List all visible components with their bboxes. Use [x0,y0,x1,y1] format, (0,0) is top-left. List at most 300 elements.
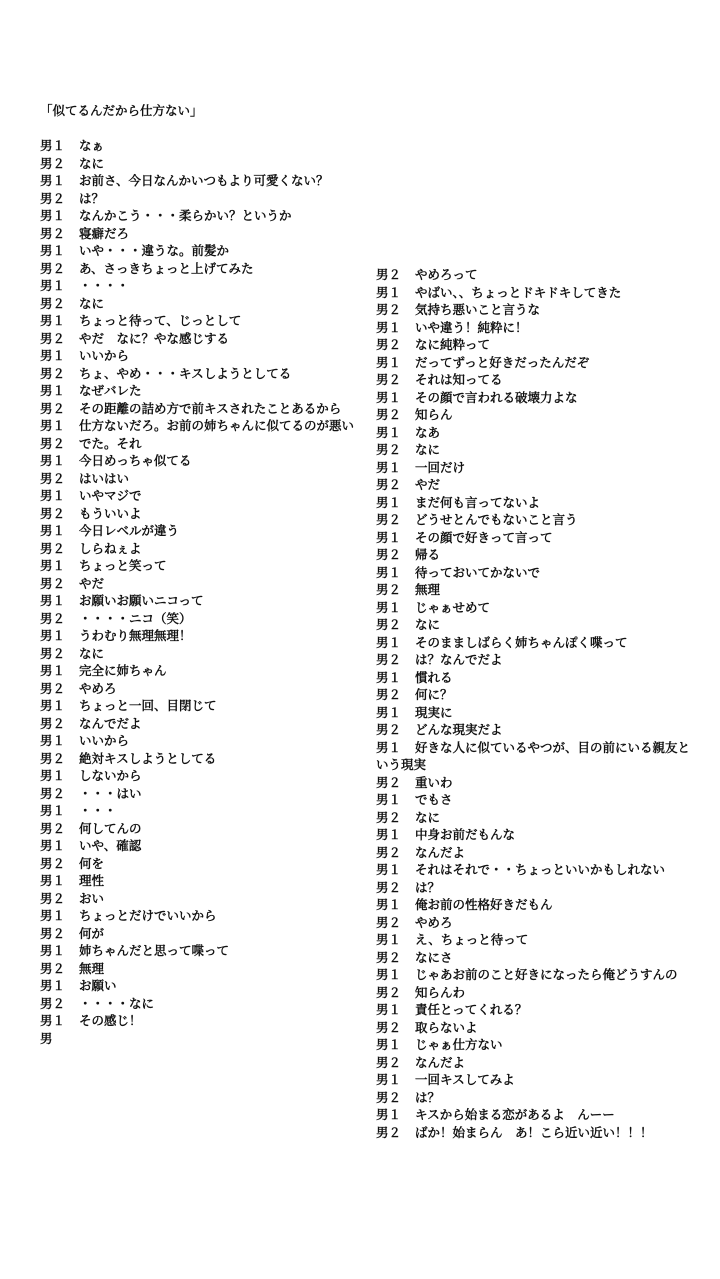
line-text: しらねぇよ [79,540,142,556]
speaker-label: 男１ [40,768,66,783]
speaker-label: 男１ [376,529,402,545]
dialogue-line [40,452,362,470]
speaker-label: 男２ [40,575,66,591]
speaker-label: 男１ [40,908,66,923]
dialogue-line [376,511,716,529]
dialogue-line [40,942,362,960]
speaker-label: 男２ [376,949,402,965]
line-text: は？なんでだよ [415,652,503,667]
speaker-label: 男１ [376,319,402,335]
speaker-label: 男１ [40,558,66,573]
dialogue-line [376,914,716,932]
speaker-label: 男２ [40,260,66,276]
speaker-label: 男１ [376,704,402,720]
dialogue-line [376,1036,716,1054]
speaker-label: 男２ [40,540,66,556]
speaker-label: 男２ [376,809,402,825]
speaker-label: 男１ [376,459,402,475]
speaker-label: 男１ [40,523,66,538]
line-text: じゃぁ仕方ない [415,1037,503,1052]
dialogue-line [40,925,362,943]
speaker-label: 男２ [376,1089,402,1105]
speaker-label: 男１ [376,739,402,755]
speaker-label: 男１ [40,943,66,958]
speaker-label: 男２ [376,372,402,387]
dialogue-line [40,785,362,803]
speaker-label: 男２ [40,295,66,311]
dialogue-line [376,529,716,547]
line-text: どんな現実だよ [415,722,503,737]
speaker-label: 男１ [40,138,66,153]
line-text: 好きな人に似ているやつが、目の前にいる親友と [415,739,691,755]
dialogue-line [40,575,362,593]
speaker-label: 男１ [376,564,402,580]
dialogue-line [376,966,716,984]
speaker-label: 男１ [376,827,402,842]
line-text-continuation: いう現実 [376,757,427,772]
speaker-label: 男１ [40,383,66,398]
dialogue-line [376,669,716,687]
line-text: なに [415,809,441,825]
speaker-label: 男１ [376,932,402,947]
line-text: いいから [79,733,130,748]
line-text: 中身お前だもんな [415,827,516,842]
dialogue-line [40,995,362,1013]
speaker-label: 男２ [376,914,402,930]
line-text: その距離の詰め方で前キスされたことあるから [79,400,342,416]
dialogue-line [40,505,362,523]
dialogue-line [376,721,716,739]
line-text: なぁ [79,138,105,153]
speaker-label: 男１ [40,313,66,328]
dialogue-line [376,1089,716,1107]
speaker-label: 男２ [40,225,66,241]
speaker-label: 男１ [376,792,402,807]
speaker-label: 男１ [40,873,66,888]
speaker-label: 男１ [376,1072,402,1087]
line-text: なぜバレた [79,383,142,398]
line-text: キスから始まる恋があるよ んーー [415,1107,615,1122]
line-text: なんかこう・・・柔らかい？というか [79,208,292,223]
line-text: どうせとんでもないこと言う [415,512,578,527]
speaker-label: 男１ [40,628,66,643]
dialogue-line [40,347,362,365]
line-text: やめろって [415,267,478,282]
speaker-label: 男１ [40,803,66,818]
line-text: やだ [415,477,441,492]
dialogue-line [376,581,716,599]
speaker-label: 男２ [40,925,66,941]
speaker-label: 男２ [376,652,402,667]
speaker-label: 男１ [40,1013,66,1028]
dialogue-line [376,826,716,844]
line-text: 完全に姉ちゃん [79,663,167,678]
line-text: なに [79,645,105,661]
dialogue-line [376,861,716,879]
speaker-label: 男２ [40,960,66,976]
dialogue-line [376,949,716,967]
dialogue-line [376,809,716,827]
dialogue-line [40,277,362,295]
dialogue-line [40,662,362,680]
dialogue-line [40,907,362,925]
line-text: なに [79,295,105,311]
line-text: 何が [79,925,105,941]
speaker-label: 男１ [40,453,66,468]
dialogue-line [376,1124,716,1142]
line-text: 無理 [415,582,441,597]
dialogue-line [40,522,362,540]
dialogue-line [376,371,716,389]
line-text: 姉ちゃんだと思って喋って [79,943,230,958]
dialogue-line [40,540,362,558]
line-text: は？ [415,879,441,895]
line-text: あ、さっきちょっと上げてみた [79,260,254,276]
dialogue-line [376,739,716,757]
line-text: なに [415,617,441,632]
dialogue-line [40,767,362,785]
dialogue-line [376,476,716,494]
line-text: ちょっとだけでいいから [79,908,217,923]
dialogue-line [40,242,362,260]
speaker-label: 男２ [376,547,402,562]
speaker-label: 男１ [376,862,402,877]
dialogue-line [40,435,362,453]
dialogue-line [376,1054,716,1072]
dialogue-line [40,1030,362,1048]
speaker-label: 男２ [376,582,402,597]
dialogue-line [376,424,716,442]
line-text: お願いお願いニコって [79,593,204,608]
dialogue-line [376,494,716,512]
speaker-label: 男２ [376,984,402,1000]
line-text: 無理 [79,960,105,976]
speaker-label: 男１ [40,418,66,433]
dialogue-line [40,645,362,663]
speaker-label: 男２ [40,365,66,381]
line-text: え、ちょっと待って [415,932,529,947]
dialogue-line [376,704,716,722]
dialogue-line [40,470,362,488]
speaker-label: 男２ [40,155,66,171]
dialogue-line [376,1071,716,1089]
speaker-label: 男２ [40,995,66,1011]
line-text: やめろ [79,680,117,696]
dialogue-column-left [40,137,362,1047]
dialogue-line [376,791,716,809]
speaker-label: 男２ [376,477,402,492]
line-text: やだ [79,575,105,591]
line-text: いや違う！純粋に！ [415,319,528,335]
speaker-label: 男２ [376,844,402,860]
dialogue-line [376,931,716,949]
dialogue-line [40,820,362,838]
dialogue-line [376,686,716,704]
dialogue-line [376,301,716,319]
dialogue-line [40,627,362,645]
line-text: は？ [79,190,105,206]
line-text: その顔で言われる破壊力よな [415,389,578,405]
speaker-label: 男２ [40,890,66,906]
dialogue-line [40,557,362,575]
line-text: そのまましばらく姉ちゃんぽく喋って [415,634,628,650]
speaker-label: 男２ [376,1054,402,1070]
speaker-label: 男２ [40,470,66,486]
speaker-label: 男２ [376,302,402,317]
script-title: 「似てるんだから仕方ない」 [40,103,203,118]
dialogue-line [376,564,716,582]
speaker-label: 男２ [40,785,66,801]
dialogue-line [40,172,362,190]
speaker-label: 男１ [40,698,66,713]
speaker-label: 男１ [40,488,66,503]
line-text: 絶対キスしようとしてる [79,750,217,766]
line-text: いいから [79,348,130,363]
line-text: 責任とってくれる？ [415,1002,528,1017]
line-text: 気持ち悪いこと言うな [415,302,541,317]
speaker-label: 男２ [40,330,66,346]
line-text: おい [79,890,105,906]
speaker-label: 男２ [40,855,66,871]
speaker-label: 男１ [376,389,402,405]
speaker-label: 男１ [40,978,66,993]
speaker-label: 男２ [376,267,402,282]
line-text: ・・・・ [79,278,130,293]
line-text: なにさ [415,949,453,965]
dialogue-line [376,1001,716,1019]
speaker-label: 男１ [40,838,66,853]
dialogue-line [376,1019,716,1037]
dialogue-line [40,225,362,243]
speaker-label: 男１ [376,1037,402,1052]
line-text: 帰る [415,547,441,562]
dialogue-line [376,336,716,354]
dialogue-line [376,984,716,1002]
speaker-label: 男１ [40,278,66,293]
dialogue-line [376,546,716,564]
dialogue-line [376,616,716,634]
line-text: しないから [79,768,142,783]
dialogue-line [40,1012,362,1030]
speaker-label: 男２ [40,400,66,416]
speaker-label: 男１ [40,663,66,678]
line-text: いや・・・違うな。前髪か [79,243,230,258]
speaker-label: 男１ [376,424,402,440]
dialogue-line [40,295,362,313]
line-text: 現実に [415,704,453,720]
dialogue-line [40,802,362,820]
line-text: は？ [415,1089,441,1105]
line-text: もういいよ [79,505,142,521]
line-text: ちょっと笑って [79,558,167,573]
line-text: 理性 [79,873,105,888]
line-text: なんだよ [415,844,466,860]
line-text: 仕方ないだろ。お前の姉ちゃんに似てるのが悪い [79,418,355,433]
speaker-label: 男２ [376,879,402,895]
dialogue-line [376,354,716,372]
line-text: ・・・・ニコ（笑） [79,610,192,626]
speaker-label: 男２ [376,442,402,457]
line-text: 何を [79,855,105,871]
dialogue-line [40,400,362,418]
speaker-label: 男１ [376,897,402,912]
line-text: ちょっと待って、じっとして [79,313,242,328]
dialogue-line [40,890,362,908]
dialogue-line [376,319,716,337]
dialogue-line [376,459,716,477]
speaker-label: 男２ [40,435,66,451]
speaker-label: 男２ [376,617,402,632]
dialogue-line [376,284,716,302]
speaker-label: 男２ [40,680,66,696]
dialogue-line [376,844,716,862]
speaker-label: 男１ [40,348,66,363]
dialogue-line [376,266,716,284]
line-text: 寝癖だろ [79,225,130,241]
line-text: いや、確認 [79,838,142,853]
line-text: お願い [79,978,117,993]
dialogue-line [40,837,362,855]
dialogue-line [376,896,716,914]
dialogue-line [376,774,716,792]
speaker-label: 男１ [376,1107,402,1122]
speaker-label: 男２ [40,190,66,206]
dialogue-line [40,732,362,750]
line-text: なんでだよ [79,715,142,731]
line-text: はいはい [79,470,130,486]
line-text: いやマジで [79,488,142,503]
line-text: 慣れる [415,669,453,685]
line-text: 取らないよ [415,1019,478,1035]
dialogue-line [40,715,362,733]
speaker-label: 男２ [376,722,402,737]
dialogue-line [376,634,716,652]
line-text: じゃぁせめて [415,599,491,615]
dialogue-line [376,1106,716,1124]
line-text: 今日めっちゃ似てる [79,453,192,468]
line-text: 今日レベルが違う [79,523,180,538]
speaker-label: 男２ [376,407,402,422]
dialogue-line [40,260,362,278]
dialogue-column-right [376,266,716,1141]
line-text: ちょっと一回、目閉じて [79,698,217,713]
dialogue-line [40,697,362,715]
speaker-label: 男２ [376,687,402,702]
dialogue-line [376,879,716,897]
line-text: 知らん [415,407,453,422]
line-text: 何してんの [79,820,142,836]
speaker-label: 男１ [376,494,402,510]
line-text: 重いわ [415,774,453,790]
speaker-label: 男２ [40,645,66,661]
speaker-label: 男２ [376,512,402,527]
line-text: 俺お前の性格好きだもん [415,897,553,912]
dialogue-line [376,441,716,459]
line-text: でた。それ [79,435,142,451]
dialogue-line [40,190,362,208]
line-text: その感じ！ [79,1013,142,1028]
speaker-label: 男１ [40,733,66,748]
line-text: それは知ってる [415,372,503,387]
speaker-label: 男１ [376,599,402,615]
dialogue-line [40,365,362,383]
dialogue-line [376,651,716,669]
dialogue-line [40,137,362,155]
dialogue-line [40,680,362,698]
speaker-label: 男１ [376,967,402,982]
speaker-label: 男１ [40,243,66,258]
line-text: お前さ、今日なんかいつもより可愛くない？ [79,173,329,188]
speaker-label: 男１ [376,284,402,300]
line-text: なんだよ [415,1054,466,1070]
line-text: うわむり無理無理！ [79,628,192,643]
dialogue-line [40,487,362,505]
line-text: それはそれで・・ちょっといいかもしれない [415,862,666,877]
dialogue-line [40,872,362,890]
line-text: ・・・・なに [79,995,155,1011]
speaker-label: 男２ [376,1019,402,1035]
speaker-label: 男１ [40,208,66,223]
line-text: その顔で好きって言って [415,529,553,545]
dialogue-line [40,417,362,435]
line-text: 知らんわ [415,984,466,1000]
line-text: 一回だけ [415,459,466,475]
line-text: なあ [415,424,441,440]
line-text: ちょ、やめ・・・キスしようとしてる [79,365,292,381]
line-text: 一回キスしてみよ [415,1072,515,1087]
speaker-label: 男２ [376,1124,402,1140]
speaker-label: 男２ [40,610,66,626]
speaker-label: 男１ [376,669,402,685]
line-text: でもさ [415,792,453,807]
dialogue-line [40,330,362,348]
dialogue-line [376,406,716,424]
line-text: 待っておいてかないで [415,564,541,580]
line-text [79,1030,362,1048]
dialogue-line [40,977,362,995]
line-text: やばい、、ちょっとドキドキしてきた [415,284,622,300]
speaker-label: 男２ [376,337,402,352]
speaker-label: 男 [40,1030,53,1046]
line-text: なに純粋って [415,337,491,352]
dialogue-line [40,855,362,873]
dialogue-line [40,382,362,400]
speaker-label: 男２ [40,715,66,731]
line-text: なに [79,155,105,171]
speaker-label: 男１ [40,593,66,608]
dialogue-line [40,155,362,173]
line-text: やめろ [415,914,453,930]
line-text: なに [415,442,441,457]
speaker-label: 男１ [376,634,402,650]
dialogue-line [376,599,716,617]
speaker-label: 男２ [40,505,66,521]
line-text: ばか！始まらん あ！こら近い近い！！！ [415,1124,653,1140]
speaker-label: 男２ [40,750,66,766]
line-text: だってずっと好きだったんだぞ [415,354,590,370]
line-text: ・・・ [79,803,117,818]
dialogue-line [40,312,362,330]
line-text: 何に？ [415,687,453,702]
speaker-label: 男２ [376,774,402,790]
speaker-label: 男２ [40,820,66,836]
speaker-label: 男１ [40,173,66,188]
dialogue-line [376,389,716,407]
dialogue-line [40,207,362,225]
dialogue-line [40,592,362,610]
line-text: まだ何も言ってないよ [415,494,541,510]
speaker-label: 男１ [376,354,402,370]
